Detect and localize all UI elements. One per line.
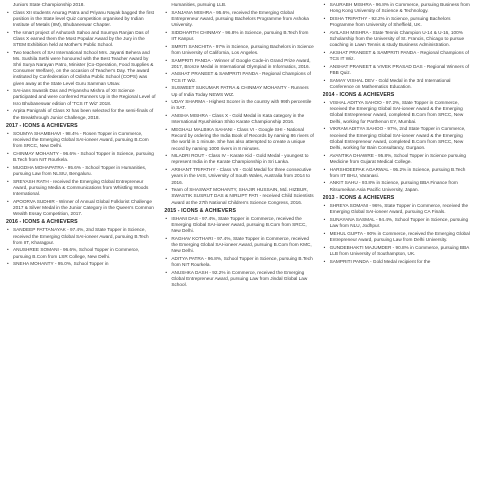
list-item: • SAMPRITI PANDA - Gold Medal recipient for the [323, 258, 431, 264]
intro-continuation: Humanities, pursuing LLB. [171, 2, 227, 7]
list-item: • SAURABH MISHRA - 96.8% in Commerce, pursuing Business from Hong Kong University of Science & Technology. [323, 2, 470, 14]
list-item: • ANUSHREE SOMANI - 96.6%, School Topper in Commerce, pursuing B.Com from LSR College, New Delhi. [7, 247, 140, 259]
list-item: • NILADRI ROUT - Class IV - Karate Kid - Gold Medal - youngest to represent India in the Karate Championship in Sri Lanka. [165, 153, 309, 165]
list-item: • AVILASH MISHRA - State Tennis Champion U-14 & U-16, 100% Scholarship from the University of St. Francis, Chicago to pursue coaching in Lawn Tennis & study Business Administration. [323, 29, 465, 48]
section-heading-2014: 2014 - ICONS & ACHIEVERS [322, 92, 395, 98]
list-item: • SNEHA MOHANTY - 95.0%, School Topper in [7, 261, 109, 267]
list-item: • VISHAL ADITYA SAHOO - 97.2%, State Topper in Commerce, received the Emerging Global SAI-ioneer Award & the Emerging Global Entrepreneur Award, completed B.Com from SRCC, New Delhi, working for Parthenon EY, Mumbai. [323, 100, 464, 124]
list-item: • SHREYA SOMANI - 96%, State Topper in Commerce, received the Emerging Global SAI-ioneer Award, pursuing CA Finals. [323, 202, 469, 215]
column-middle [164, 2, 314, 480]
intro-list [6, 10, 156, 121]
list-item: • SUSWEET SUKUMAR PATRA & CHINMAY MOHANTY - Runners Up of India Today NEWS WIZ. [165, 85, 309, 97]
achievers-2013-list [323, 203, 473, 265]
achievers-2017-list [6, 131, 156, 217]
achievers-2015-list [164, 216, 314, 289]
list-item: • SANDEEP PATTANAYAK - 97.4%, 2nd State Topper in Science, received the Emerging Global SAI-ioneer Award, pursuing B.Tech from IIT, Kharagpur. [7, 227, 149, 245]
list-item: • Arpita Panigrahi of Class XI has been selected for the semi-finals of the Breakthrough Junior Challenge, 2018. [7, 108, 154, 120]
list-item: • SANJANA MISHRA - 95.6%, received the Emerging Global Entrepreneur Award, pursuing Bachelors Programme from Ashoka University. [165, 9, 309, 27]
list-item: • ARIHANT TRIPATHY - Class VII - Gold Medal for three consecutive years in the IAIS, University of South Wales, Australia from 2014 to 2016. [165, 167, 312, 185]
section-heading-2015: 2015 - ICONS & ACHIEVERS [164, 207, 237, 214]
list-item: • Team of SHASWAT MOHANTY, SHAJIR HUSSAIN, Md. HIZBUR, SWASTIK SUSRUT DAS & NIRLIPT PATI - received Child Scientists Award at the 27th National Children's Science Congress, 2016. [165, 187, 314, 205]
list-item: • SAMPRITI PANDA - Winner of Google Code-in Grand Prize Award, 2017, Bronze Medal in International Olympiad in Informatics, 2016. [165, 57, 311, 69]
section-heading-2013: 2013 - ICONS & ACHIEVERS [322, 194, 395, 201]
section-heading-2016: 2016 - ICONS & ACHIEVERS [6, 219, 78, 226]
column-left [6, 2, 156, 480]
list-item: • RAGHAV KOTHARI - 97.4%, State Topper in Commerce, received the Emerging Global SAI-ioneer Award, pursuing B.Com from KMC, New Delhi. [165, 235, 312, 254]
list-item: • ANSHAT PRANEET & VIVEK PRASAD DAS - Regional Winners of FBB Quiz. [323, 63, 470, 75]
list-item: • SMRITI SANCHITA - 97% in Science, pursuing Bachelors in Science from University of California, Los Angeles. [165, 43, 314, 55]
list-item: • Two teachers of SAI International School Mrs. Jayanti Behera and Ms. Sushila Sethi were honoured with the Best Teacher Award by Shri Surya Narayan Patro, Minister (Co-Operation, Food Supplies & Consumer Welfare), on the occasion of Teacher's Day. The award instituted by Confederation of Odisha Public School (COPS) was given away at the State Level Guru Samman Utsav. [7, 49, 154, 86]
list-item: • APOORVA SUDHIR - Winner of Annual Global Folklorist Challenge 2017 & Silver Medal in the Junior Category in the Queen's Common Wealth Essay Competition, 2017. [7, 198, 154, 217]
list-item: • ANKIT SAHU - 93.8% in Science, pursuing BBA Finance from Ritsumeikan Asia Pacific University, Japan. [323, 180, 458, 192]
list-item: • CHINMAY MOHANTY - 96.6% - School Topper in Science, pursuing B.Tech from NIT Rourkela. [7, 150, 154, 163]
list-item: • SIDDHARTH CHINMAY - 96.8% in Science, pursuing B.Tech from IIT Kanpur. [165, 29, 309, 41]
column-right [323, 2, 473, 480]
list-item: • SUNAYANA SASMAL - 94.4%, School Topper in Science, pursuing Law from NLU, Jodhpur. [323, 216, 469, 228]
section-heading-2017: 2017 - ICONS & ACHIEVERS [6, 122, 78, 129]
list-item: • MEGHALI MALBIKA SAHANI - Class VI - Google SHI - National Record by ordering the India Book of Records by naming 86 rivers of the world in 1 minute. She has also attempted to create a unique record by naming 1000 rivers in 8 minutes. [165, 127, 314, 151]
list-item: • ANSHAT PRANEET & SAMPRITI PANDA - Regional Champions of TCS IT Wiz. [165, 71, 311, 83]
list-item: • AVANTIKA DHAWRE - 95.8%, School Topper in Science pursuing Medicine from Gujarat Medical College. [323, 152, 467, 164]
list-item: • DISHA TRIPATHY - 92.2% in Science, pursuing Bachelors Programme from University of Sheffield, UK. [323, 15, 451, 28]
list-item: • SREYASH RATH - received the Emerging Global Entrepreneur Award, pursuing Media & Communications from Whistling Woods International. [7, 178, 149, 197]
list-item: • SAI-ians Swastik Das and Priyanshu Mishra of XII Science participated and were conferred Runners Up in the Regional Level of Isro Bhubaneswar edition of 'TCS IT Wiz' 2018. [7, 88, 156, 106]
list-item: • MUGDHA MOHAPATRA - 95.6% - School Topper in Humanities, pursuing Law from NLSIU, Bengaluru. [7, 164, 147, 176]
list-item: • HARSHDEEPAK AGARWAL - 95.2% in Science, pursuing B.Tech from IIT BHU, Varanasi. [323, 166, 466, 178]
list-item: • GUNDEBHAKTI MAJUMDER - 90.8% in Commerce, pursuing BBA LLB from University of Southampton, UK. [323, 244, 470, 256]
list-item: • SOUMYA SHAMBHAVI - 98.4% - Rosen Topper in Commerce, received the Emerging Global SAI-ioneer Award, pursuing B.Com from SRCC, New Delhi. [7, 130, 149, 149]
list-item: • The smart project of Ashutosh Sahoo and Soumya Ranjan Das of Class X earned them the Most Popular Award by the Jury in the STEM Exhibition held at Mother's Public School. [7, 29, 149, 48]
list-item: • Class XII students Anurag Patra and Priyanu Nayak bagged the first position in the State level Quiz competition organised by Indian Institute of Metals (IIM), Bhubaneswar Chapter. [7, 9, 154, 27]
achievers-2014-list [323, 100, 473, 193]
achievers-2016-list [6, 227, 156, 267]
intro-continuation: Juniors State Championship 2018. [13, 2, 85, 7]
list-item: • ISHANI DAS - 97.4%, State Topper in Commerce, received the Emerging Global SAI-ioneer Award, pursuing B.Com from SRCC, New Delhi. [165, 215, 307, 234]
list-item: • ANUSHKA DASH - 92.2% in Commerce, received the Emerging Global Entrepreneur Award, pursuing Law from Jindal Global Law School. [165, 269, 308, 288]
list-item: • VIKRAM ADITYA SAHOO - 97%, 2nd State Topper in Commerce, received the Emerging Global SAI-ioneer Award & the Emerging Global Entrepreneur Award, completed B.Com from SRCC, New Delhi, working for Bain Consultancy, Gurgaon. [323, 126, 466, 150]
list-item: • UDAY SHARMA - Highest Scorer in the country with 99th percentile in SAT. [165, 99, 312, 111]
list-item: • SAMAY VISHAL DEV - Gold Medal in the 3rd International Conference on Mathematics Education. [323, 77, 451, 89]
list-item: • ANISHA MISHRA - Class X - Gold Medal in Kata category in the International Ryushinkan Shito Karate Championship 2016. [165, 113, 305, 125]
intro-list [323, 2, 473, 90]
list-item: • ADITYA PATRA - 96.8%, School Topper in Science, pursuing B.Tech from NIT Rourkela. [165, 256, 313, 268]
list-item: • MEHUL GUPTA - 90% in Commerce, received the Emerging Global Entrepreneur Award, pursuing Law from Delhi University. [323, 230, 470, 242]
list-item: • AKSHAT PRANEET & SAMPRITI PANDA - Regional Champions of TCS IT Wiz. [323, 49, 469, 62]
intro-list [164, 10, 314, 206]
